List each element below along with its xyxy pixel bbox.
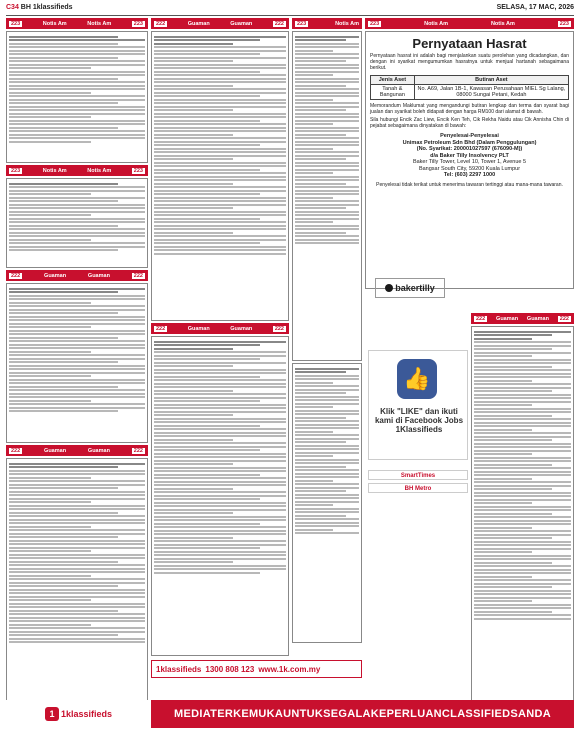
notice-intro: Pernyataan hasrat ini adalah bagi menjalankan suatu perolehan yang dicadangkan, dan dengan ini syarikat mengumumkan hasratnya untuk menjual hartanah sebagaimana berikut. (370, 53, 569, 71)
notice-block (292, 363, 362, 643)
bh-metro-logo: BH Metro (368, 483, 468, 493)
notice-body-2: Sila hubungi Encik Zac Liew, Encik Ken Teh, Cik Rekha Naidu atau Cik Annisha Chin di pejabat sebagaimana dinyatakan di bawah: (370, 117, 569, 129)
notice-block (6, 31, 148, 163)
notice-block (151, 336, 289, 656)
notice-block (6, 283, 148, 443)
section-header: 223 Notis Am Notis Am 223 (365, 18, 574, 29)
table-header: Jenis Aset (371, 76, 415, 85)
klassifieds-icon: 1 (45, 707, 59, 721)
notice-block (6, 458, 148, 708)
table-cell: Tanah & Bangunan (371, 85, 415, 100)
notice-block (471, 326, 574, 718)
smarttimes-logo: SmartTimes (368, 470, 468, 480)
notice-title: Pernyataan Hasrat (412, 36, 527, 51)
facebook-ad-text: Klik "LIKE" dan ikuti kami di Facebook Jobs 1Klassifieds (374, 407, 464, 434)
notice-of-intent (365, 31, 574, 289)
notice-body-1: Memorandum Maklumat yang mengandungi butiran lengkap dan terma dan syarat bagi jualan dan syarikat boleh didapati dengan harga RM100 dari alamat di bawah. (370, 103, 569, 115)
thumbs-up-icon: 👍 (397, 359, 437, 399)
slogan: MEDIATERKEMUKAUNTUKSEGALAKEPERLUANCLASSIFIEDSANDA (151, 700, 574, 728)
page-number: C34 (6, 4, 19, 11)
column-3 (292, 18, 362, 643)
section-header: 222 Guaman Guaman 222 (6, 445, 148, 456)
bottom-banner (6, 700, 574, 728)
notice-block (151, 31, 289, 321)
page-header (6, 4, 574, 16)
section-header: 222 Guaman Guaman 222 (151, 323, 289, 334)
publication-date: SELASA, 17 MAC, 2026 (496, 4, 574, 11)
notice-block (292, 31, 362, 361)
table-cell: No. A69, Jalan 1B-1, Kawasan Perusahaan MIEL Sg Lalang, 08000 Sungai Petani, Kedah (414, 85, 568, 100)
notice-block (6, 178, 148, 268)
bakertilly-logo: bakertilly (375, 278, 445, 298)
column-2 (151, 18, 289, 656)
klassifieds-brand: 1 1klassifieds (6, 700, 151, 728)
section-header: 222 Guaman Guaman 222 (151, 18, 289, 29)
contact-strip (151, 660, 362, 678)
klassifieds-logo: 1klassifieds (156, 664, 202, 674)
notice-footer: Penyelesai tidak terikat untuk menerima tawaran tertinggi atau mana-mana tawaran. (376, 181, 563, 188)
section-header: 222 Guaman Guaman 222 (6, 270, 148, 281)
facebook-ad[interactable] (368, 350, 468, 460)
partner-logos (368, 470, 468, 510)
phone-number[interactable]: 1300 808 123 (205, 664, 255, 674)
section-header: 223 Notis Am Notis Am 223 (6, 18, 148, 29)
section-header: 223 Notis Am Notis Am 223 (6, 165, 148, 176)
table-row (371, 85, 569, 100)
website-link[interactable]: www.1k.com.my (258, 664, 321, 674)
bakertilly-icon (385, 284, 393, 292)
section-header: 222 Guaman Guaman 222 (471, 313, 574, 324)
section-header: 223 Notis Am (292, 18, 362, 29)
column-1 (6, 18, 148, 708)
publication-name: BH 1klassifieds (20, 4, 73, 11)
asset-table (370, 75, 569, 100)
table-header: Butiran Aset (414, 76, 568, 85)
contact-block: Penyelesai-Penyelesai Unimax Petroleum Sdn Bhd (Dalam Penggulungan) (No. Syarikat: 200001027597 (676090-M)) d/a Baker Tilly Insolvency PLT Baker Tilly Tower, Level 10, Tower 1, Avenue 5 Bangsar South City, 59200 Kuala Lumpur Tel: (603) 2297 1000 (402, 133, 537, 178)
